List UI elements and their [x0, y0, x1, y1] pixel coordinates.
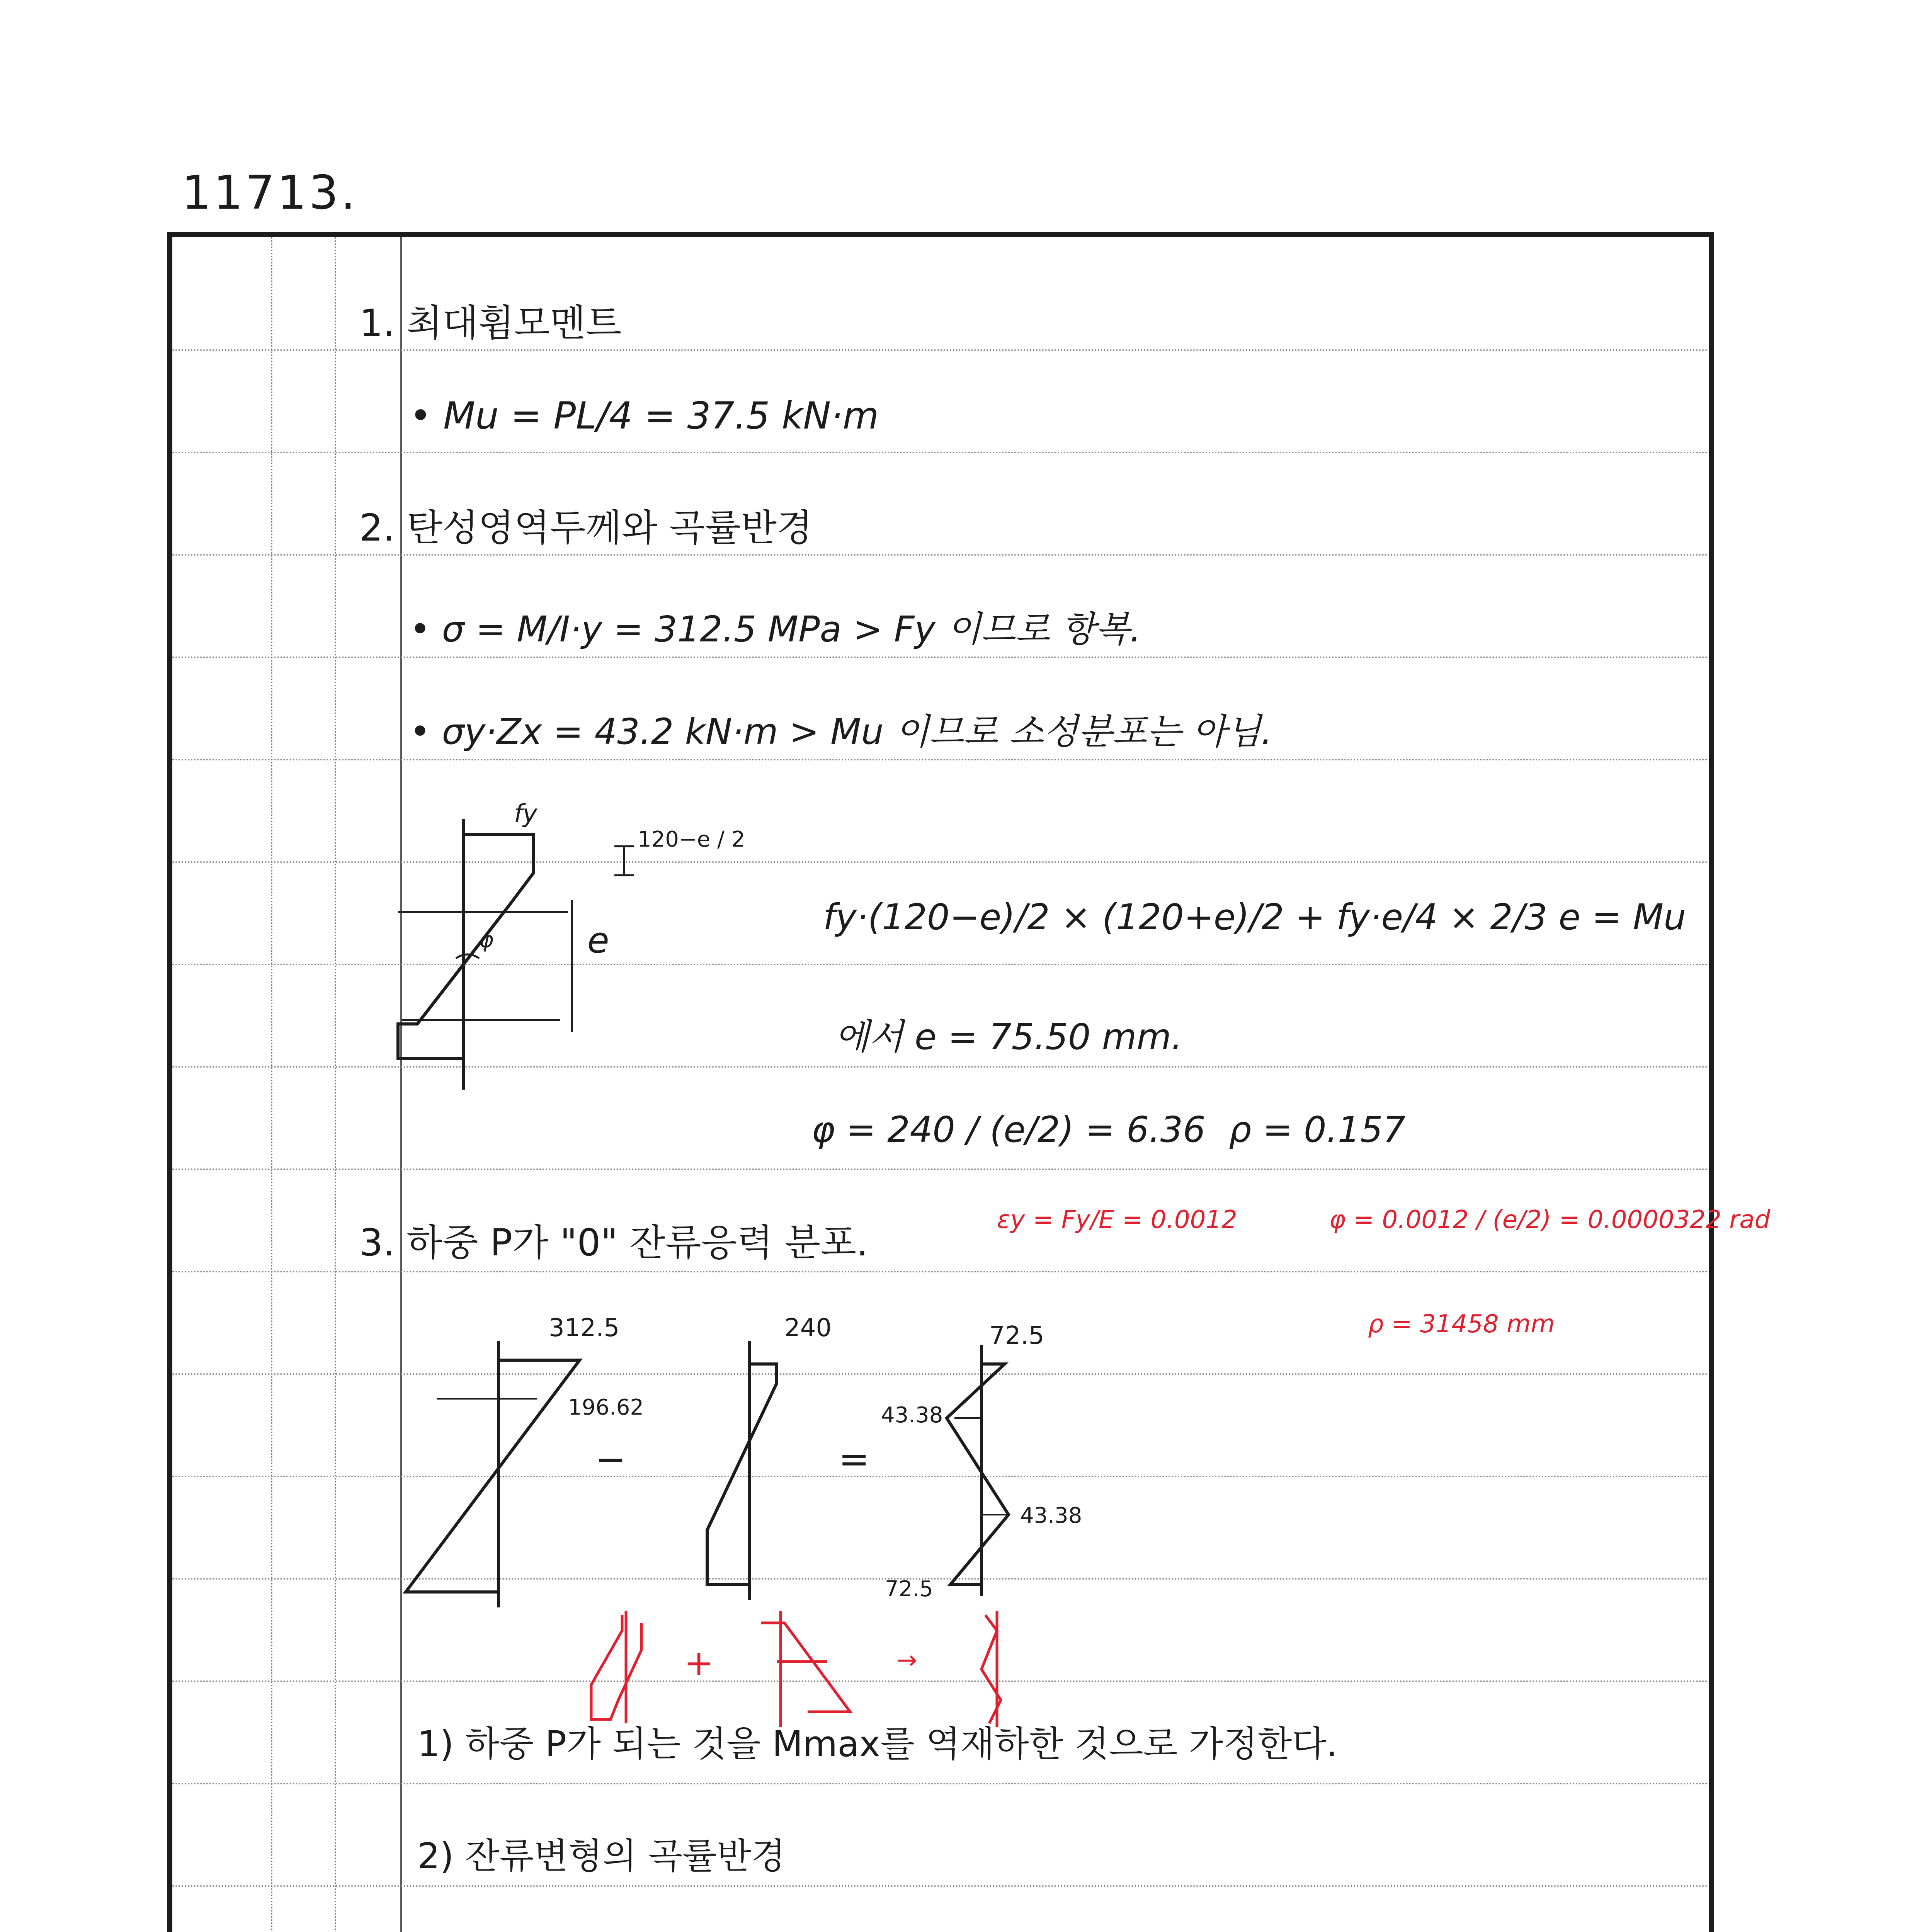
d1-top-value: 312.5 — [549, 1314, 620, 1342]
result-e: 에서 e = 75.50 mm. — [835, 1016, 1183, 1058]
diagram-dimension-label: 120−e / 2 — [638, 827, 745, 852]
ruled-line — [172, 1783, 1709, 1784]
section-1-title: 1. 최대휨모멘트 — [359, 301, 622, 345]
ruled-line — [172, 1271, 1709, 1272]
d1-mid-value: 196.62 — [568, 1395, 644, 1420]
d3-top-value: 72.5 — [989, 1321, 1044, 1350]
red-yield-radius: ρ = 31458 mm — [1368, 1310, 1555, 1338]
margin-line — [271, 237, 272, 1932]
residual-stress-diagrams — [386, 1321, 1043, 1623]
d3-bottom-value: 72.5 — [885, 1577, 933, 1602]
note-1: 1) 하중 P가 되는 것을 Mmax를 역재하한 것으로 가정한다. — [417, 1723, 1338, 1765]
red-superposition-sketch — [580, 1607, 1043, 1731]
minus-sign: − — [595, 1437, 626, 1481]
section-2-line-1: • σ = M/I·y = 312.5 MPa > Fy 이므로 항복. — [410, 609, 1141, 650]
phi-equation: φ = 240 / (e/2) = 6.36 — [811, 1109, 1206, 1150]
ruled-line — [172, 759, 1709, 760]
section-1-line-1: • Mu = PL/4 = 37.5 kN·m — [410, 394, 879, 437]
d2-top-value: 240 — [784, 1314, 832, 1342]
ruled-line — [172, 452, 1709, 453]
ruled-line — [172, 554, 1709, 556]
diagram-fy-label: fy — [514, 800, 538, 828]
d3-left-value: 43.38 — [881, 1403, 943, 1428]
red-plus-sign: + — [684, 1642, 714, 1684]
margin-line — [335, 237, 336, 1932]
note-2: 2) 잔류변형의 곡률반경 — [417, 1835, 786, 1877]
rho-equation: ρ = 0.157 — [1229, 1109, 1406, 1150]
d3-right-value: 43.38 — [1020, 1503, 1082, 1528]
red-yield-strain: εy = Fy/E = 0.0012 — [997, 1206, 1237, 1234]
ruled-line — [172, 1885, 1709, 1887]
ruled-line — [172, 656, 1709, 658]
section-3-title: 3. 하중 P가 "0" 잔류응력 분포. — [359, 1221, 868, 1264]
red-arrow: → — [896, 1646, 917, 1675]
section-2-title: 2. 탄성영역두께와 곡률반경 — [359, 506, 813, 549]
diagram-phi-label: φ — [479, 927, 493, 952]
equals-sign: = — [839, 1437, 870, 1481]
diagram-e-label: e — [587, 920, 609, 961]
section-2-line-2: • σy·Zx = 43.2 kN·m > Mu 이므로 소성분포는 아님. — [410, 711, 1272, 752]
ruled-line — [172, 349, 1709, 351]
moment-equation: fy·(120−e)/2 × (120+e)/2 + fy·e/4 × 2/3 e = Mu — [823, 896, 1686, 938]
red-yield-curvature: φ = 0.0012 / (e/2) = 0.0000322 rad — [1329, 1206, 1771, 1234]
page-number: 11713. — [182, 166, 358, 220]
ruled-line — [172, 1168, 1709, 1170]
